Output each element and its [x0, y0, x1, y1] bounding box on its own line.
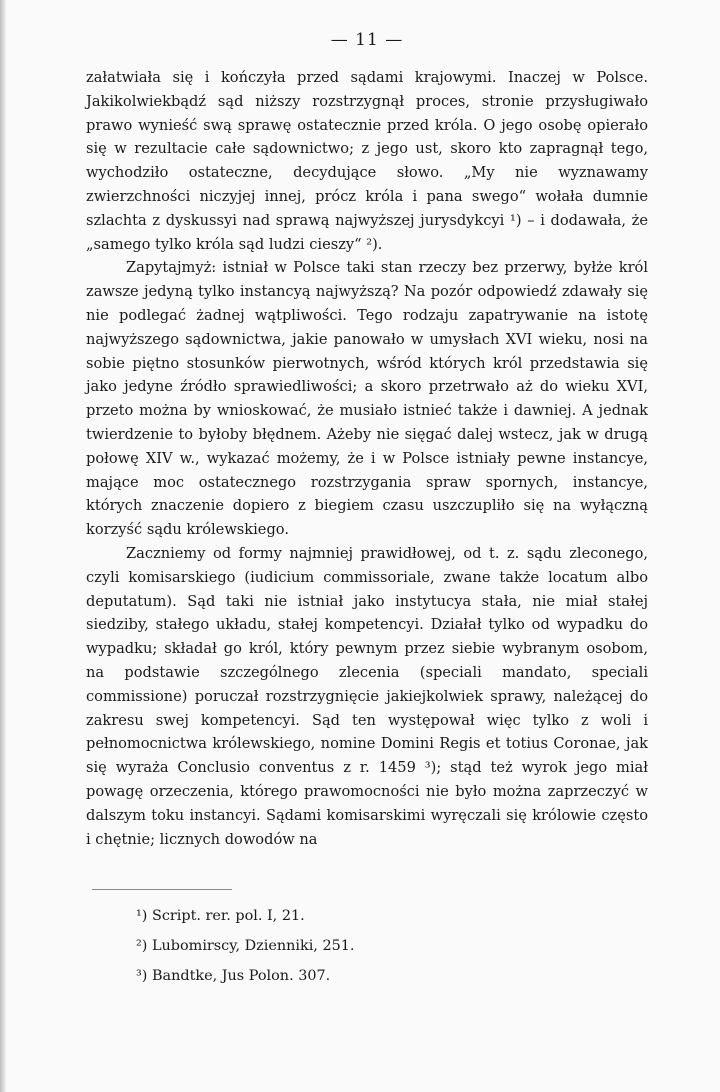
paragraph-1: załatwiała się i kończyła przed sądami krajowymi. Inaczej w Polsce. Jakikolwiekbądź sąd niższy rozstrzygnął proces, stronie przysługiwało prawo wynieść swą sprawę ostatecznie przed króla. O jego osobę opierało się w rezultacie całe sądownictwo; z jego ust, skoro kto zapragnął tego, wychodziło ostateczne, decydujące słowo. „My nie wyznawamy zwierzchności niczyjej innej, prócz króla i pana swego“ wołała dumnie szlachta z dyskussyi nad sprawą najwyższej jurysdykcyi ¹) – i dodawała, że „samego tylko króla sąd ludzi cieszy“ ²).: [86, 69, 648, 253]
footnote-mark: ¹): [136, 908, 148, 925]
paragraph-3: Zaczniemy od formy najmniej prawidłowej, od t. z. sądu zleconego, czyli komisarskiego (iudicium commissoriale, zwane także locatum albo deputatum). Sąd taki nie istniał jako instytucya stała, nie miał stałej siedziby, stałego układu, stałej kompetencyi. Działał tylko od wypadku do wypadku; składał go król, który pewnym przez siebie wybranym osobom, na podstawie szczególnego zlecenia (speciali mandato, speciali commissione) poruczał rozstrzygnięcie jakiejkolwiek sprawy, należącej do zakresu swej kompetencyi. Sąd ten występował więc tylko z woli i pełnomocnictwa królewskiego, nomine Domini Regis et totius Coronae, jak się wyraża Conclusio conventus z r. 1459 ³); stąd też wyrok jego miał powagę orzeczenia, którego prawomocności nie było można zaprzeczyć w dalszym toku instancyi. Sądami komisarskimi wyręczali się królowie często i chętnie; licznych dowodów na: [86, 544, 648, 848]
footnote-separator: [92, 889, 232, 890]
page-number: — 11 —: [330, 30, 404, 50]
footnote-text: Lubomirscy, Dzienniki, 251.: [151, 938, 355, 955]
footnote-mark: ³): [136, 968, 148, 985]
paragraph-2: Zapytajmyż: istniał w Polsce taki stan rzeczy bez przerwy, byłże król zawsze jedyną tylko instancyą najwyższą? Na pozór odpowiedź zdawały się nie podlegać żadnej wątpliwości. Tego rodzaju zapatrywanie na istotę najwyższego sądownictwa, jakie panowało w umysłach XVI wieku, nosi na sobie piętno stosunków pierwotnych, wśród których król przedstawia się jako jedyne źródło sprawiedliwości; a skoro przetrwało aż do wieku XVI, przeto można by wnioskować, że musiało istnieć także i dawniej. A jednak twierdzenie to byłoby błędnem. Ażeby nie sięgać dalej wstecz, jak w drugą połowę XIV w., wykazać możemy, że i w Polsce istniały pewne instancye, mające moc ostatecznego rozstrzygania spraw spornych, instancye, których znaczenie dopiero z biegiem czasu uszczupliło się na wyłączną korzyść sądu królewskiego.: [86, 259, 648, 539]
page-edge-shadow: [0, 0, 6, 1092]
footnote-2: [136, 936, 648, 956]
footnote-mark: ²): [136, 938, 148, 955]
footnote-text: Bandtke, Jus Polon. 307.: [151, 968, 331, 985]
footnote-text: Script. rer. pol. I, 21.: [151, 908, 305, 925]
footnotes: [86, 906, 648, 986]
body-text: [86, 66, 648, 851]
footnote-3: [136, 966, 648, 986]
footnote-1: [136, 906, 648, 926]
